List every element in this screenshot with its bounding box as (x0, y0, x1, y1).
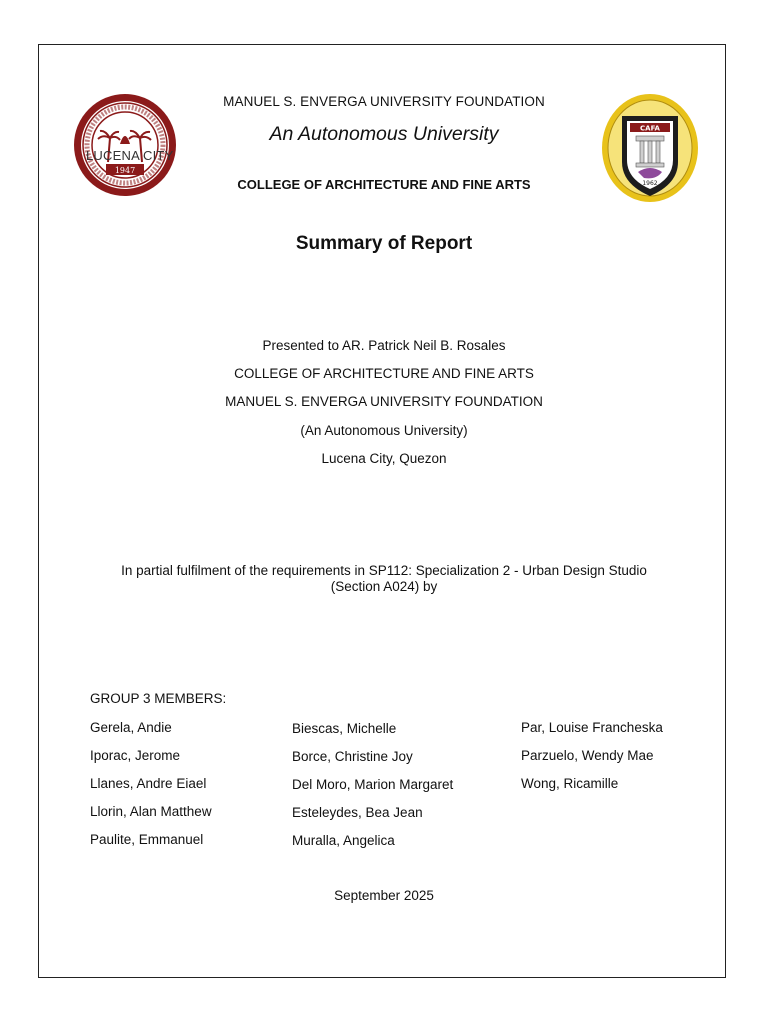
presented-university: MANUEL S. ENVERGA UNIVERSITY FOUNDATION (225, 394, 543, 409)
member-name: Llanes, Andre Eiael (90, 776, 207, 791)
member-name: Del Moro, Marion Margaret (292, 777, 454, 792)
member-name: Iporac, Jerome (90, 748, 181, 763)
document-date: September 2025 (334, 888, 434, 903)
header-college: COLLEGE OF ARCHITECTURE AND FINE ARTS (237, 177, 531, 192)
seal-year: 1947 (114, 166, 136, 175)
svg-text:CAFA: CAFA (640, 124, 660, 133)
presented-location: Lucena City, Quezon (321, 451, 447, 466)
partial-fulfilment (0, 563, 768, 595)
header-university: MANUEL S. ENVERGA UNIVERSITY FOUNDATION (223, 94, 545, 109)
crest-year: 1962 (642, 180, 658, 187)
seal-overlay-text: LUCENA CITY (86, 148, 174, 163)
presented-to: Presented to AR. Patrick Neil B. Rosales (262, 338, 506, 353)
header-autonomous: An Autonomous University (269, 123, 499, 145)
member-name: Muralla, Angelica (292, 833, 395, 848)
member-name: Esteleydes, Bea Jean (292, 805, 423, 820)
member-name: Llorin, Alan Matthew (90, 804, 212, 819)
members-column-2 (292, 721, 453, 861)
document-title: Summary of Report (295, 233, 473, 254)
members-column-3 (521, 720, 663, 804)
partial-line-1: In partial fulfilment of the requirements in SP112: Specialization 2 - Urban Design Studio (121, 563, 647, 578)
members-column-1 (90, 720, 212, 860)
member-name: Borce, Christine Joy (292, 749, 413, 764)
partial-line-2: (Section A024) by (330, 579, 438, 594)
member-name: Wong, Ricamille (521, 776, 619, 791)
presented-autonomous: (An Autonomous University) (300, 423, 468, 438)
member-name: Gerela, Andie (90, 720, 172, 735)
member-name: Biescas, Michelle (292, 721, 397, 736)
presented-college: COLLEGE OF ARCHITECTURE AND FINE ARTS (234, 366, 534, 381)
member-name: Parzuelo, Wendy Mae (521, 748, 654, 763)
member-name: Par, Louise Francheska (521, 720, 663, 735)
member-name: Paulite, Emmanuel (90, 832, 204, 847)
members-heading: GROUP 3 MEMBERS: (90, 691, 227, 706)
